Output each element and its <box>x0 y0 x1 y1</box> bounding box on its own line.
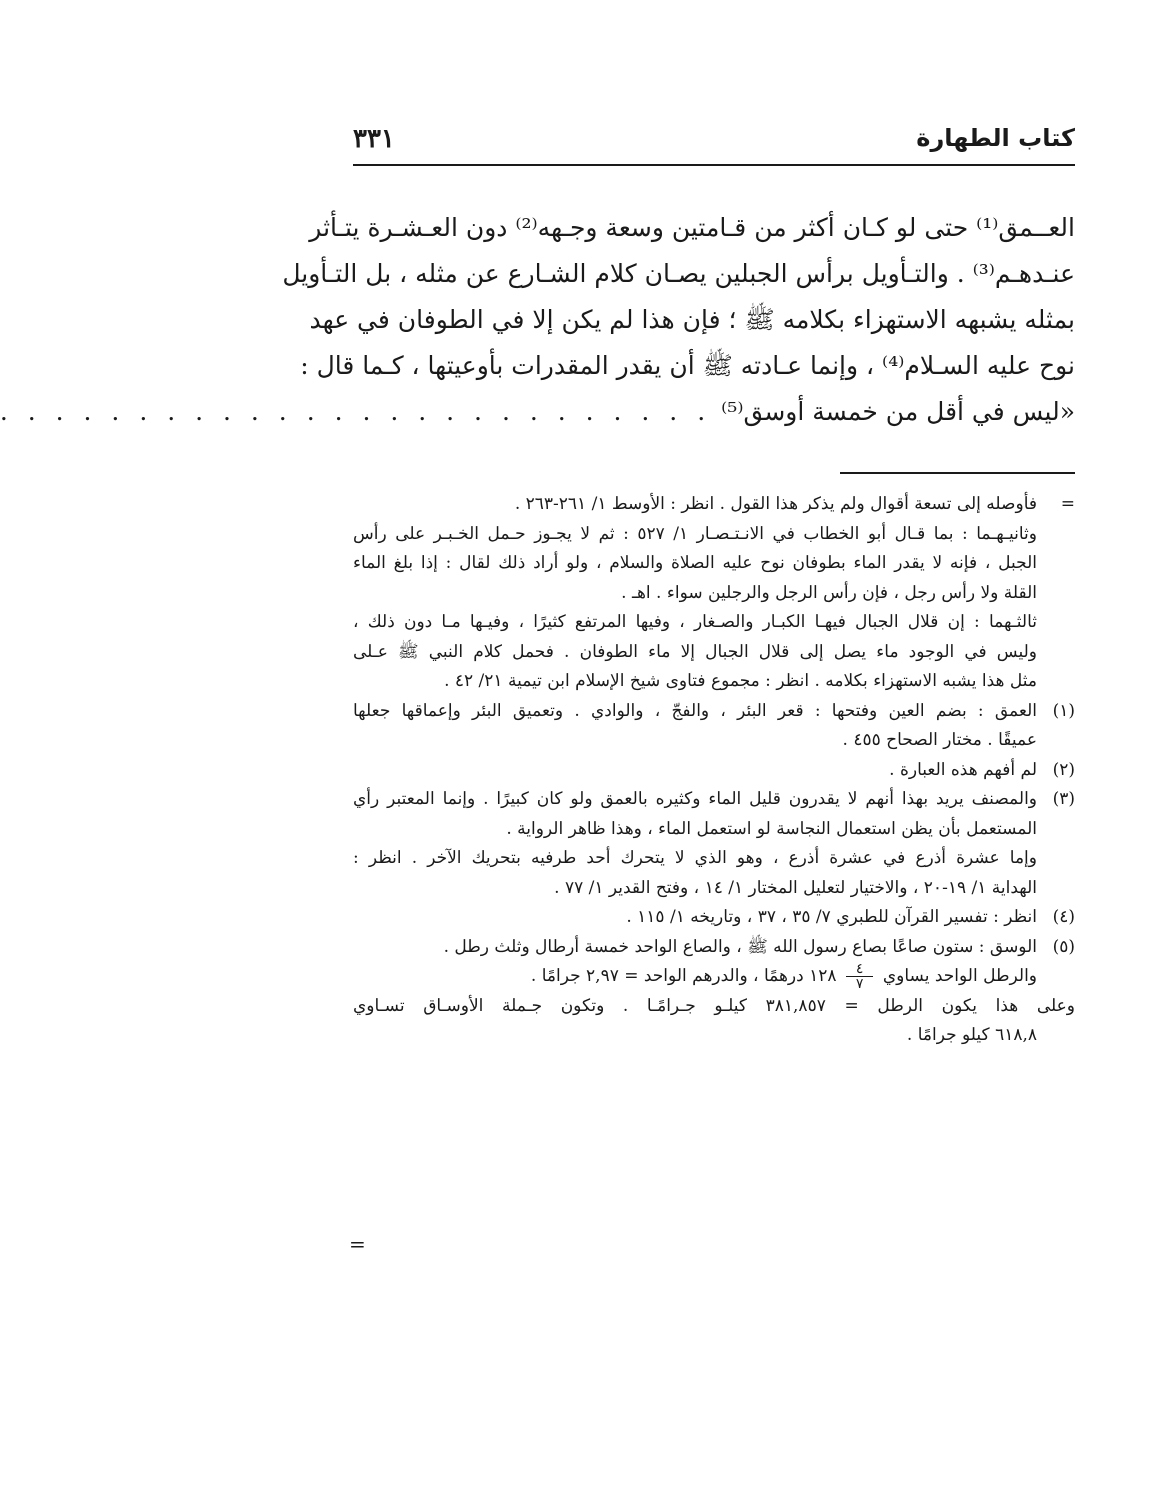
main-text-block <box>0 205 1075 435</box>
footnote-continuation-line <box>353 490 1075 520</box>
running-header <box>353 120 1075 166</box>
footnote-marker: (٥) <box>1052 936 1075 957</box>
main-text-line: العــمق⁽¹⁾ حتى لو كـان أكثر من قـامتين وسعة وجـهه⁽²⁾ دون العـشـرة يتـأثر <box>309 213 1075 242</box>
fraction-numerator: ٤ <box>846 962 874 977</box>
footnote-continuation-line: وليس في الوجود ماء يصل إلى قلال الجبال إلا ماء الطوفان . فحمل كلام النبي ﷺ عـلى <box>353 641 1037 662</box>
footnote-2 <box>353 756 1075 786</box>
fraction-denominator: ٧ <box>855 976 864 992</box>
footnote-continuation-line: القلة ولا رأس رجل ، فإن رأس الرجل والرجلين سواء . اهـ . <box>621 582 1037 603</box>
footnote-text: الوسق : ستون صاعًا بصاع رسول الله ﷺ ، والصاع الواحد خمسة أرطال وثلث رطل . <box>443 936 1037 957</box>
page-number: ٣٣١ <box>353 124 395 154</box>
footnote-text: والمصنف يريد بهذا أنهم لا يقدرون قليل الماء وكثيره بالعمق ولو كان كبيرًا . وإنما المعتبر رأي <box>353 789 1037 809</box>
footnote-text: انظر : تفسير القرآن للطبري ٧/ ٣٥ ، ٣٧ ، وتاريخه ١/ ١١٥ . <box>626 907 1037 927</box>
footnote-continuation-line: ثالثـهما : إن قلال الجبال فيهـا الكبـار والصـغار ، وفيها المرتفع كثيرًا ، وفيـها مـا دون ذلك ، <box>353 612 1037 632</box>
continuation-marker: = <box>1060 494 1075 514</box>
footnote-continuation-line: مثل هذا يشبه الاستهزاء بكلامه . انظر : مجموع فتاوى شيخ الإسلام ابن تيمية ٢١/ ٤٢ . <box>444 671 1037 691</box>
footnote-3-line: وإما عشرة أذرع في عشرة أذرع ، وهو الذي لا يتحرك أحد طرفيه بتحريك الآخر . انظر : <box>353 848 1037 868</box>
footnote-text: فأوصله إلى تسعة أقوال ولم يذكر هذا القول . انظر : الأوسط ١/ ٢٦١-٢٦٣ . <box>514 494 1037 514</box>
bottom-continuation-marker: = <box>349 1232 366 1256</box>
footnote-5-fraction-line <box>353 962 1075 992</box>
main-text-line: بمثله يشبهه الاستهزاء بكلامه ﷺ ؛ فإن هذا لم يكن إلا في الطوفان في عهد <box>309 305 1075 334</box>
main-text-line-last <box>0 389 1075 435</box>
main-text-line: نوح عليه السـلام⁽⁴⁾ ، وإنما عـادته ﷺ أن يقدر المقدرات بأوعيتها ، كـما قال : <box>300 351 1075 380</box>
book-title: كتاب الطهارة <box>916 124 1075 152</box>
footnote-4 <box>353 903 1075 933</box>
footnote-5-line: وعلى هذا يكون الرطل = ٣٨١,٨٥٧ كيلـو جـرامًـا . وتكون جـملة الأوسـاق تسـاوي <box>353 995 1075 1016</box>
leader-dots: . . . . . . . . . . . . . . . . . . . . . . . . . . <box>0 397 712 426</box>
fraction-line-after: ١٢٨ درهمًا ، والدرهم الواحد = ٢,٩٧ جرامًا . <box>530 966 837 986</box>
footnote-continuation-line: الجبل ، فإنه لا يقدر الماء بطوفان نوح عليه الصلاة والسلام ، ولو أراد ذلك لقال : إذا بلغ الماء <box>353 553 1037 573</box>
footnote-3-line: المستعمل بأن يظن استعمال النجاسة لو استعمل الماء ، وهذا ظاهر الرواية . <box>506 818 1037 839</box>
footnote-1-line: عميقًا . مختار الصحاح ٤٥٥ . <box>842 730 1037 750</box>
footnote-marker: (٣) <box>1052 789 1075 809</box>
footnote-text: لم أفهم هذه العبارة . <box>889 759 1037 780</box>
footnote-5-line: ٦١٨,٨ كيلو جرامًا . <box>906 1025 1037 1045</box>
footnote-continuation-line: وثانيـهـما : بما قـال أبو الخطاب في الانـتـصـار ١/ ٥٢٧ : ثم لا يجـوز حـمل الخـبـر على رأس <box>353 523 1037 544</box>
footnote-5 <box>353 933 1075 963</box>
footnote-3-line: الهداية ١/ ١٩-٢٠ ، والاختيار لتعليل المختار ١/ ١٤ ، وفتح القدير ١/ ٧٧ . <box>554 877 1037 898</box>
fraction <box>846 962 874 991</box>
main-text-line-quote: «ليس في أقل من خمسة أوسق⁽⁵⁾ <box>721 397 1075 426</box>
footnote-3 <box>353 785 1075 815</box>
footnote-text: العمق : بضم العين وفتحها : قعر البئر ، والفجّ ، والوادي . وتعميق البئر وإعماقها جعلها <box>353 700 1037 721</box>
footnote-marker: (١) <box>1052 700 1075 721</box>
footnote-1 <box>353 697 1075 727</box>
fraction-line-before: والرطل الواحد يساوي <box>882 966 1037 986</box>
main-text-line: عنـدهـم⁽³⁾ . والتـأويل برأس الجبلين يصـان كلام الشـارع عن مثله ، بل التـأويل <box>282 259 1075 288</box>
footnote-marker: (٢) <box>1052 759 1075 780</box>
footnote-marker: (٤) <box>1052 907 1075 927</box>
footnotes-block <box>353 490 1075 1051</box>
footnote-separator <box>840 472 1075 474</box>
